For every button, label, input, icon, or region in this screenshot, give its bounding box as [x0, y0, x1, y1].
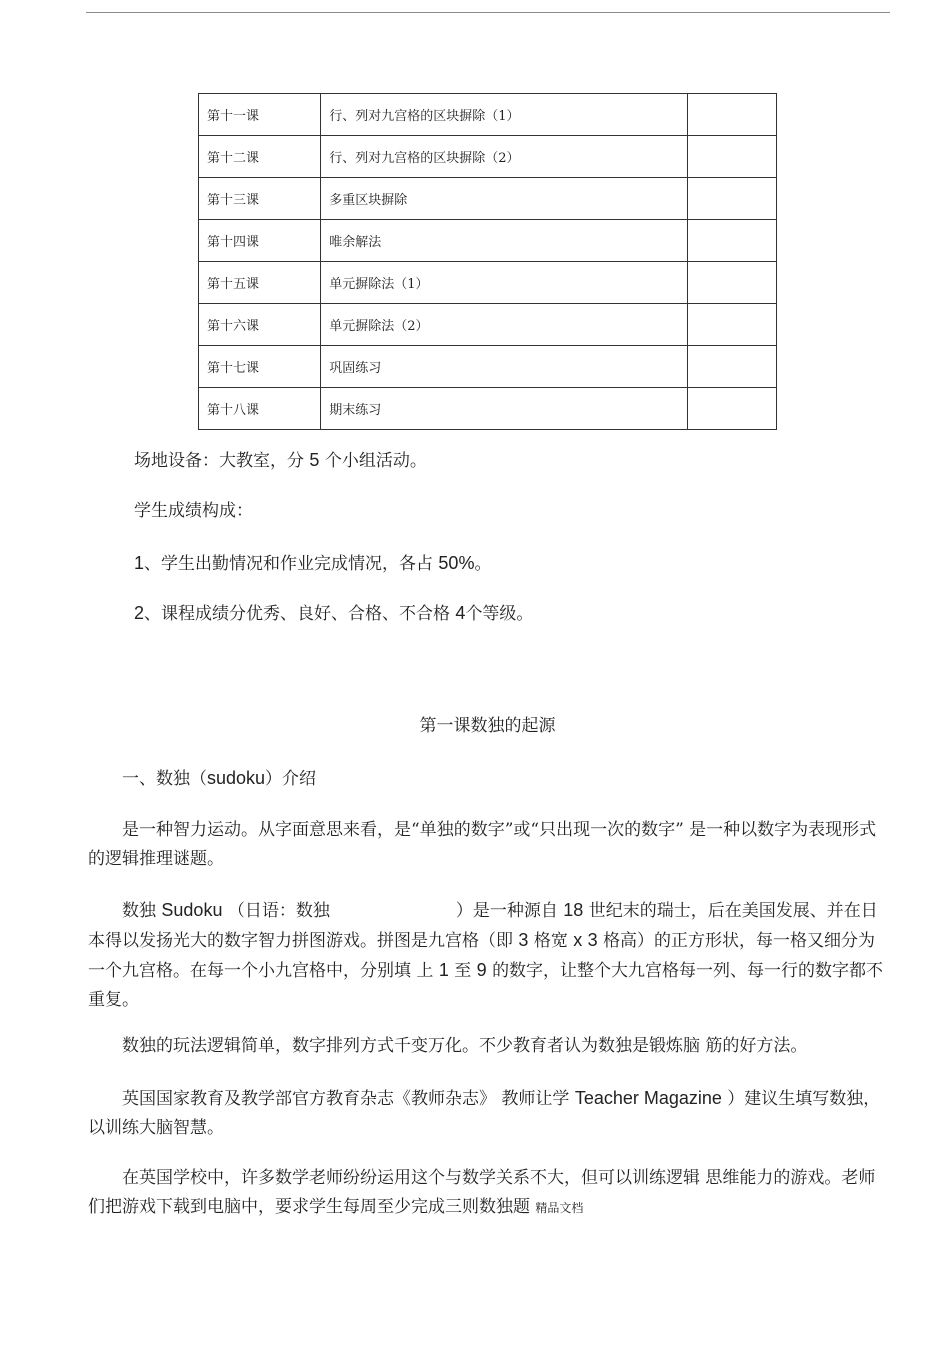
- note-cell: [688, 262, 777, 304]
- section-heading: [122, 768, 316, 789]
- p2-a: 数独: [122, 901, 156, 921]
- lesson-schedule-table: [198, 93, 777, 430]
- table-row: [199, 94, 777, 136]
- paragraph-magazine: [88, 1084, 890, 1143]
- note-cell: [688, 136, 777, 178]
- note-cell: [688, 220, 777, 262]
- lesson-cell: 第十二课: [199, 136, 321, 178]
- p2-x: x: [573, 930, 583, 950]
- p2-century: 18: [563, 900, 584, 920]
- paragraph-logic: 数独的玩法逻辑简单，数字排列方式千变万化。不少教育者认为数独是锻炼脑 筋的好方法。: [122, 1036, 808, 1056]
- table-row: [199, 346, 777, 388]
- grading-item-2-end: 个等级。: [465, 604, 534, 624]
- venue-suffix: 个小组活动。: [324, 451, 427, 471]
- topic-cell: 期末练习: [321, 388, 688, 430]
- paragraph-history: [88, 896, 890, 1015]
- p2-one: 1: [438, 960, 449, 980]
- table-row: [199, 304, 777, 346]
- grading-item-1: [134, 553, 491, 574]
- table-row: [199, 388, 777, 430]
- p4-a: 英国国家教育及教学部官方教育杂志《教师杂志》 教师让学: [122, 1089, 570, 1109]
- p2-sudoku: Sudoku: [161, 900, 223, 920]
- section-suffix: ）介绍: [265, 769, 317, 789]
- venue-group-count: 5: [309, 450, 320, 470]
- note-cell: [688, 94, 777, 136]
- lesson-cell: 第十三课: [199, 178, 321, 220]
- paragraph-definition: 是一种智力运动。从字面意思来看，是“单独的数字”或“只出现一次的数字” 是一种以数字为表现形式的逻辑推理谜题。: [88, 820, 877, 869]
- lesson-cell: 第十一课: [199, 94, 321, 136]
- p2-width: 3: [518, 930, 529, 950]
- note-cell: [688, 346, 777, 388]
- lesson-cell: 第十五课: [199, 262, 321, 304]
- topic-cell: 巩固练习: [321, 346, 688, 388]
- header-rule: [86, 12, 890, 13]
- section-prefix: 一、数独（: [122, 769, 207, 789]
- watermark-text: 精品文档: [535, 1201, 584, 1215]
- table-row: [199, 136, 777, 178]
- grading-item-2-count: 4: [455, 603, 466, 623]
- venue-prefix: 场地设备：大教室，分: [134, 451, 304, 471]
- topic-cell: 唯余解法: [321, 220, 688, 262]
- topic-cell: 单元摒除法（2）: [321, 304, 688, 346]
- grading-item-2-number: 2: [134, 603, 145, 623]
- note-cell: [688, 388, 777, 430]
- topic-cell: 多重区块摒除: [321, 178, 688, 220]
- lesson-cell: 第十七课: [199, 346, 321, 388]
- grading-item-2-text: 、课程成绩分优秀、良好、合格、不合格: [144, 604, 451, 624]
- topic-cell: 单元摒除法（1）: [321, 262, 688, 304]
- lesson-title: 第一课数独的起源: [419, 716, 556, 736]
- table-row: [199, 262, 777, 304]
- grading-item-1-percent: 50%: [438, 553, 475, 573]
- p2-m: 至: [454, 961, 472, 981]
- lesson-cell: 第十四课: [199, 220, 321, 262]
- grading-item-1-number: 1: [134, 553, 145, 573]
- topic-cell: 行、列对九宫格的区块摒除（2）: [321, 136, 688, 178]
- p2-d: ）是一种源自: [455, 901, 558, 921]
- p2-nine: 9: [476, 960, 487, 980]
- note-cell: [688, 304, 777, 346]
- p2-o: 的数字，让整个大九宫格每一列、每一行的数字都不重复。: [88, 961, 884, 1010]
- p2-height: 3: [587, 930, 598, 950]
- paragraph-schools: [88, 1164, 890, 1223]
- grading-item-1-text: 、学生出勤情况和作业完成情况，各占: [144, 554, 434, 574]
- p2-h: 格宽: [533, 931, 568, 951]
- table-row: [199, 178, 777, 220]
- p4-magazine: Teacher Magazine: [574, 1088, 722, 1108]
- table-row: [199, 220, 777, 262]
- p5-a: 在英国学校中，许多数学老师纷纷运用这个与数学关系不大，但可以训练逻辑 思维能力的游戏。老师们把游戏下载到电脑中，要求学生每周至少完成三则数独题: [88, 1168, 876, 1217]
- lesson-cell: 第十八课: [199, 388, 321, 430]
- p4-c: ）建议生填写数独，以训练大脑智慧。: [88, 1089, 881, 1138]
- note-cell: [688, 178, 777, 220]
- p2-f: 世纪末的瑞士，后在美国发展、并在日本得以发扬光大的数字智力拼图游戏。拼图是九宫格（即: [88, 901, 878, 951]
- grading-heading: 学生成绩构成：: [134, 501, 253, 521]
- topic-cell: 行、列对九宫格的区块摒除（1）: [321, 94, 688, 136]
- lesson-cell: 第十六课: [199, 304, 321, 346]
- p2-k: 格高）的正方形状，每一格又细分为一个九宫格。在每一个小九宫格中，分别填 上: [88, 931, 876, 981]
- p2-c: （日语：数独: [227, 901, 330, 921]
- venue-line: [134, 450, 427, 471]
- schedule-body: [199, 94, 777, 430]
- grading-item-1-end: 。: [474, 554, 492, 574]
- section-latin: sudoku: [207, 768, 266, 788]
- grading-item-2: [134, 603, 533, 624]
